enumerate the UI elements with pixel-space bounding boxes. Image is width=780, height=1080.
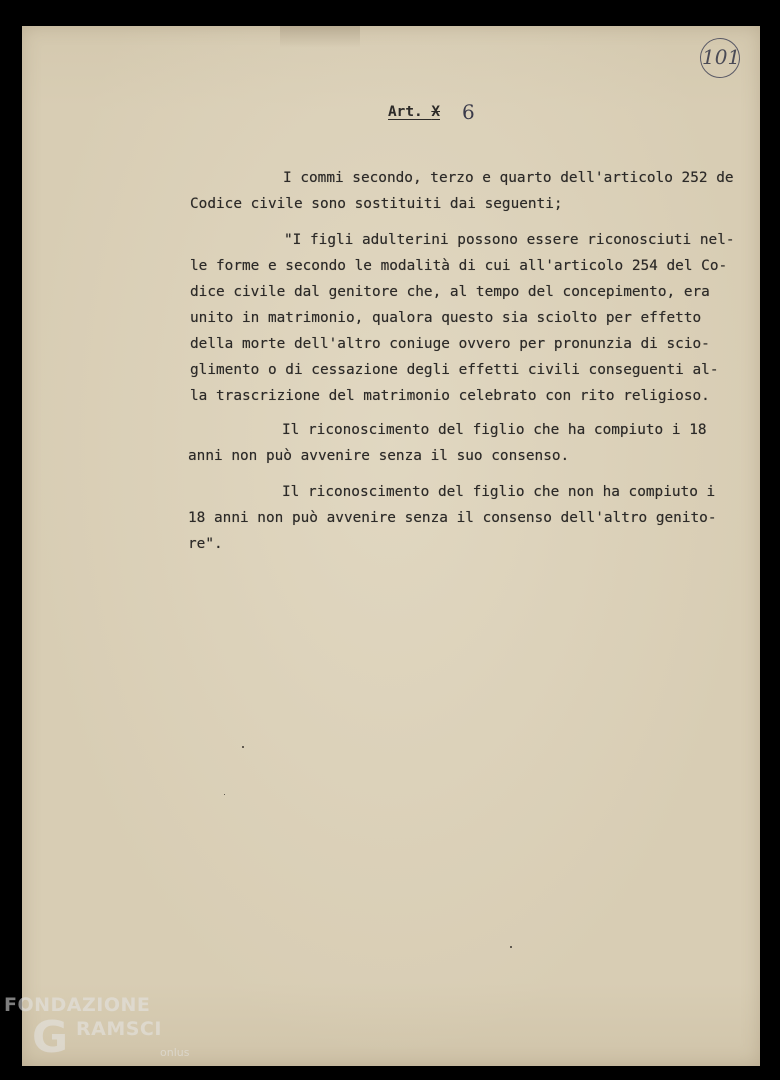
handwritten-article-number: 6 [462, 100, 475, 124]
text-line: I commi secondo, terzo e quarto dell'articolo 252 de [283, 170, 734, 186]
text-line: anni non può avvenire senza il suo consenso. [188, 448, 570, 464]
paper-sheet [22, 26, 760, 1066]
article-heading-struck-number: X [431, 104, 440, 120]
text-line: Il riconoscimento del figlio che non ha compiuto i [282, 484, 716, 500]
paper-stain [280, 26, 360, 48]
text-line: 18 anni non può avvenire senza il consenso dell'altro genito- [188, 510, 717, 526]
paper-speck [224, 794, 225, 795]
text-line: re". [188, 536, 223, 552]
paper-speck [510, 946, 512, 948]
fondazione-gramsci-watermark [2, 994, 202, 1074]
text-line: unito in matrimonio, qualora questo sia sciolto per effetto [190, 310, 702, 326]
watermark-g-logo: G [32, 1012, 69, 1063]
article-heading-text: Art. [388, 104, 432, 120]
watermark-line1: FONDAZIONE [4, 994, 151, 1016]
text-line: Il riconoscimento del figlio che ha compiuto i 18 [282, 422, 707, 438]
watermark-line2: RAMSCI [76, 1018, 162, 1040]
text-line: glimento o di cessazione degli effetti civili conseguenti al- [190, 362, 719, 378]
text-line: Codice civile sono sostituiti dai seguenti; [190, 196, 563, 212]
watermark-suffix: onlus [160, 1046, 190, 1059]
text-line: le forme e secondo le modalità di cui all'articolo 254 del Co- [190, 258, 728, 274]
text-line: dice civile dal genitore che, al tempo del concepimento, era [190, 284, 710, 300]
text-line: della morte dell'altro coniuge ovvero per pronunzia di scio- [190, 336, 710, 352]
paper-speck [242, 746, 244, 748]
article-heading [388, 104, 440, 120]
page-number: 101 [702, 45, 741, 69]
text-line: "I figli adulterini possono essere riconosciuti nel- [284, 232, 735, 248]
text-line: la trascrizione del matrimonio celebrato con rito religioso. [190, 388, 710, 404]
